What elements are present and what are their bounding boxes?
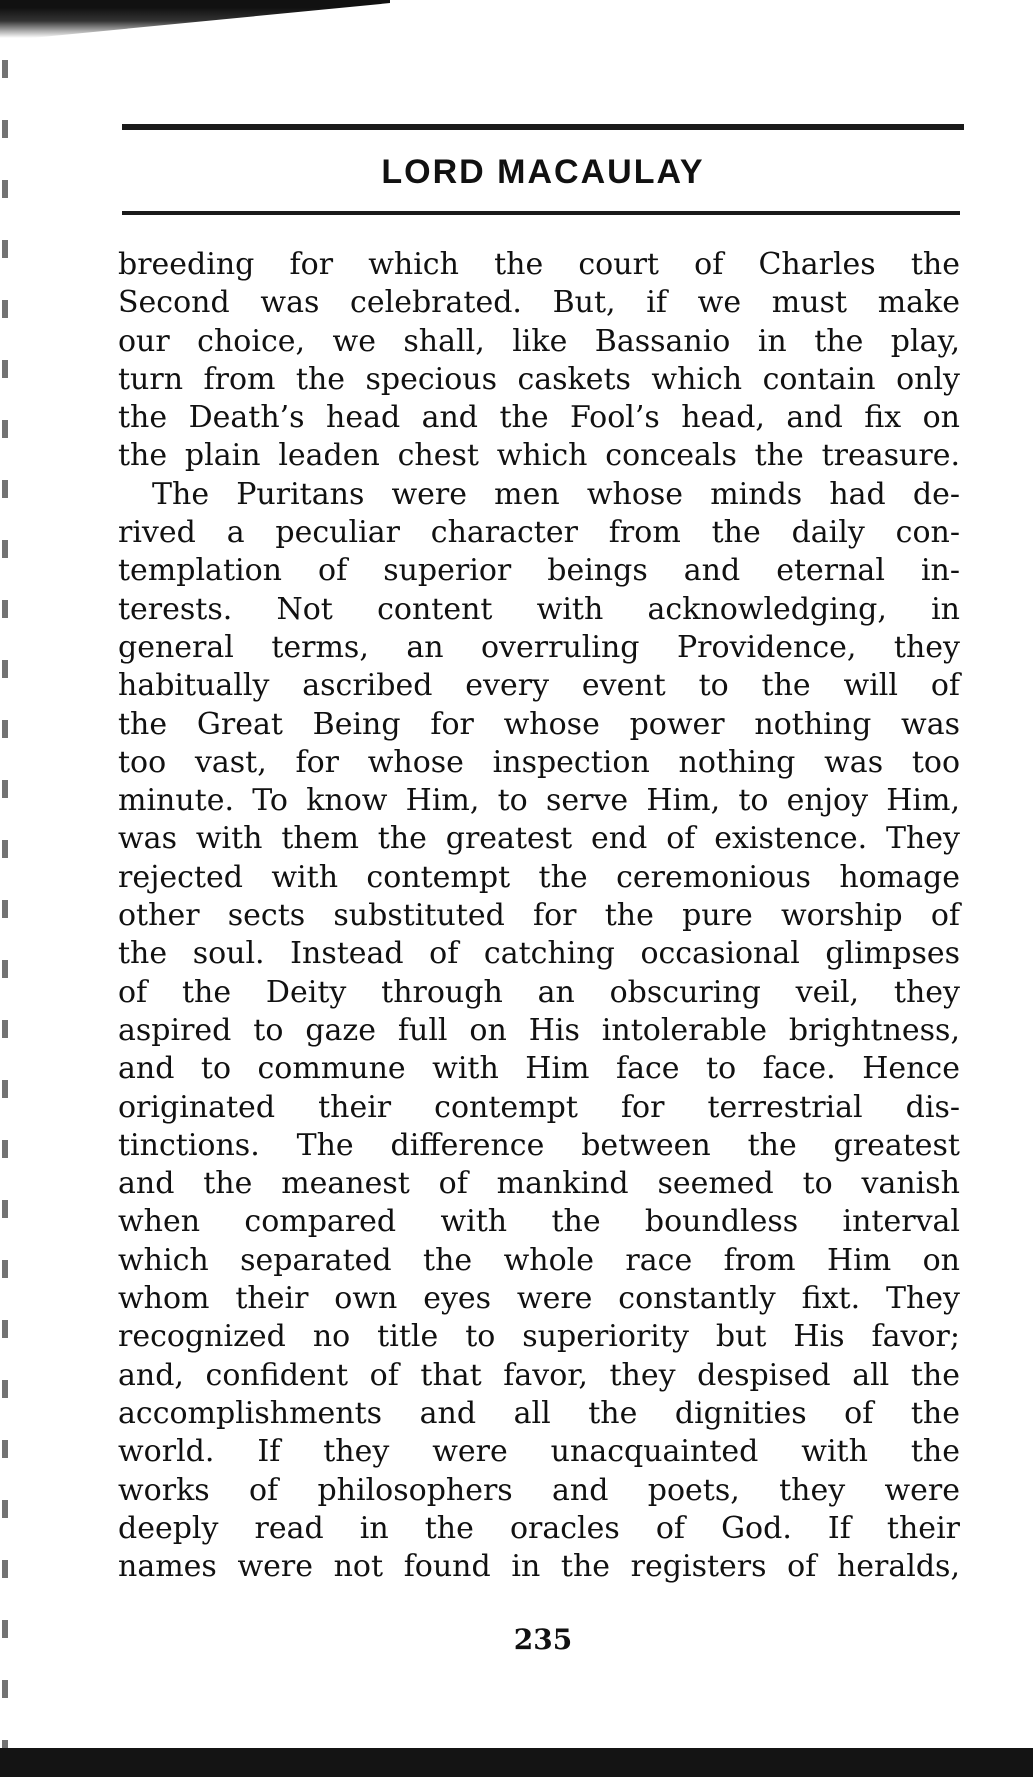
scan-edge-bottom bbox=[0, 1748, 1033, 1777]
text-line: minute. To know Him, to serve Him, to enjoy Him, bbox=[118, 783, 960, 819]
text-line: world. If they were unacquainted with the bbox=[118, 1434, 960, 1470]
text-line: recognized no title to superiority but His favor; bbox=[118, 1319, 960, 1355]
text-line: the plain leaden chest which conceals the treasure. bbox=[118, 438, 960, 474]
text-line: when compared with the boundless interval bbox=[118, 1204, 960, 1240]
text-line: rejected with contempt the ceremonious homage bbox=[118, 859, 960, 895]
text-line: The Puritans were men whose minds had de- bbox=[152, 476, 960, 512]
header-rule-top bbox=[122, 124, 964, 130]
text-line: the Great Being for whose power nothing was bbox=[118, 706, 960, 742]
text-line: deeply read in the oracles of God. If their bbox=[118, 1510, 960, 1546]
text-line: terests. Not content with acknowledging, in bbox=[118, 591, 960, 627]
header-rule-bottom bbox=[122, 211, 960, 215]
running-head: LORD MACAULAY bbox=[381, 153, 705, 191]
text-line: the soul. Instead of catching occasional glimpses bbox=[118, 936, 960, 972]
text-line: turn from the specious caskets which contain only bbox=[118, 361, 960, 397]
text-line: general terms, an overruling Providence, they bbox=[118, 629, 960, 665]
text-line: names were not found in the registers of heralds, bbox=[118, 1549, 960, 1585]
text-line: accomplishments and all the dignities of the bbox=[118, 1395, 960, 1431]
scan-edge-left bbox=[2, 60, 8, 1750]
text-line: Second was celebrated. But, if we must make bbox=[118, 285, 960, 321]
text-line: the Death’s head and the Fool’s head, and fix on bbox=[118, 400, 960, 436]
text-line: other sects substituted for the pure worship of bbox=[118, 898, 960, 934]
text-line: templation of superior beings and eternal in- bbox=[118, 553, 960, 589]
text-line: breeding for which the court of Charles the bbox=[118, 247, 960, 282]
text-line: originated their contempt for terrestrial dis- bbox=[118, 1089, 960, 1125]
text-line: works of philosophers and poets, they were bbox=[118, 1472, 960, 1508]
text-line: too vast, for whose inspection nothing was too bbox=[118, 744, 960, 780]
text-line: and to commune with Him face to face. Hence bbox=[118, 1051, 960, 1087]
body-text bbox=[118, 246, 960, 1586]
text-line: tinctions. The difference between the greatest bbox=[118, 1127, 960, 1163]
text-line: and the meanest of mankind seemed to vanish bbox=[118, 1166, 960, 1202]
text-line: of the Deity through an obscuring veil, they bbox=[118, 974, 960, 1010]
text-line: which separated the whole race from Him on bbox=[118, 1242, 960, 1278]
text-line: was with them the greatest end of existence. They bbox=[118, 821, 960, 857]
scan-edge-top bbox=[0, 0, 390, 38]
page-number: 235 bbox=[513, 1623, 573, 1656]
text-line: rived a peculiar character from the daily con- bbox=[118, 515, 960, 551]
text-line: and, confident of that favor, they despised all the bbox=[118, 1357, 960, 1393]
text-line: whom their own eyes were constantly fixt. They bbox=[118, 1281, 960, 1317]
text-line: aspired to gaze full on His intolerable brightness, bbox=[118, 1012, 960, 1048]
text-line: habitually ascribed every event to the will of bbox=[118, 668, 960, 704]
text-line: our choice, we shall, like Bassanio in the play, bbox=[118, 323, 960, 359]
